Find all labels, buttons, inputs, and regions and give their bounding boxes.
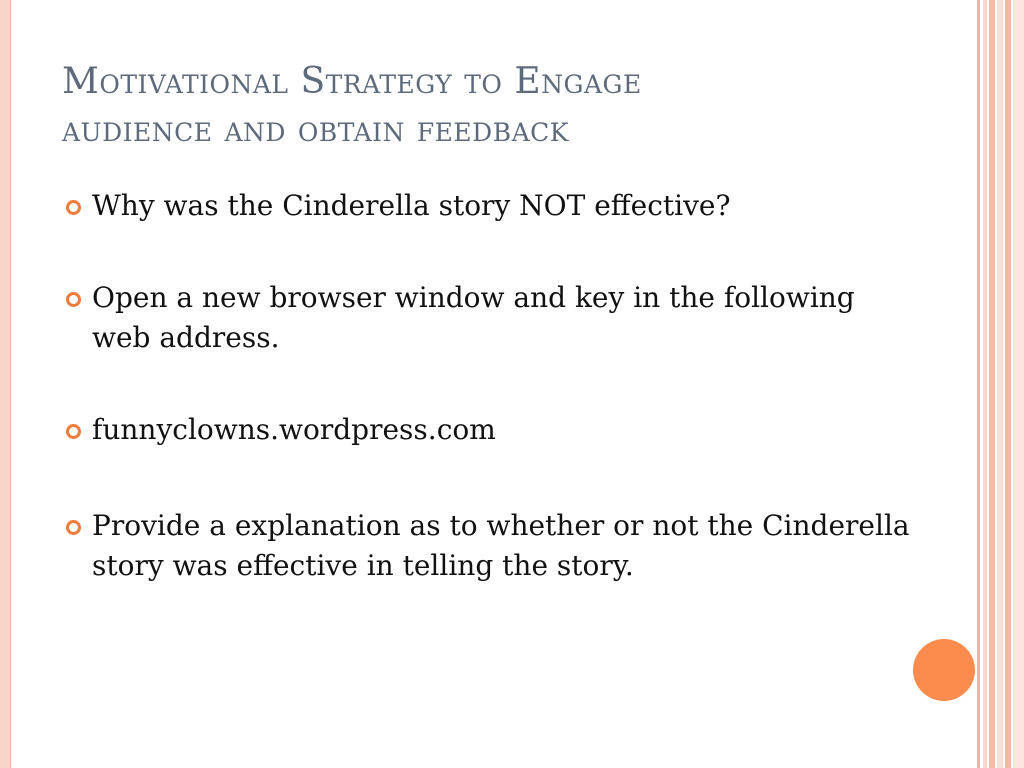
right-decorative-stripe xyxy=(989,0,995,768)
bullet-text: Provide a explanation as to whether or not the Cinderella story was effective in telling the story. xyxy=(92,509,910,582)
bullet-item xyxy=(62,278,922,358)
slide-title-line-1: Motivational Strategy to Engage xyxy=(62,61,642,102)
right-decorative-stripe xyxy=(983,0,987,768)
bullet-text: funnyclowns.wordpress.com xyxy=(92,413,496,446)
bullet-circle-icon xyxy=(66,424,81,439)
right-decorative-stripe xyxy=(977,0,980,768)
slide-title xyxy=(62,58,942,154)
bullet-item xyxy=(62,186,922,226)
slide-title-line-2: audience and obtain feedback xyxy=(62,109,569,150)
bullet-circle-icon xyxy=(66,292,81,307)
bullet-text: Why was the Cinderella story NOT effective? xyxy=(92,189,731,222)
bullet-text: Open a new browser window and key in the following web address. xyxy=(92,281,855,354)
bullet-item xyxy=(62,506,922,586)
bullet-circle-icon xyxy=(66,520,81,535)
orange-circle-decoration xyxy=(913,639,975,701)
right-decorative-stripe xyxy=(1005,0,1011,768)
left-border-stripe xyxy=(0,0,11,768)
right-decorative-stripe xyxy=(1013,0,1024,768)
bullet-item xyxy=(62,410,922,450)
bullet-list xyxy=(62,186,922,642)
right-decorative-stripe xyxy=(997,0,1003,768)
bullet-circle-icon xyxy=(66,200,81,215)
